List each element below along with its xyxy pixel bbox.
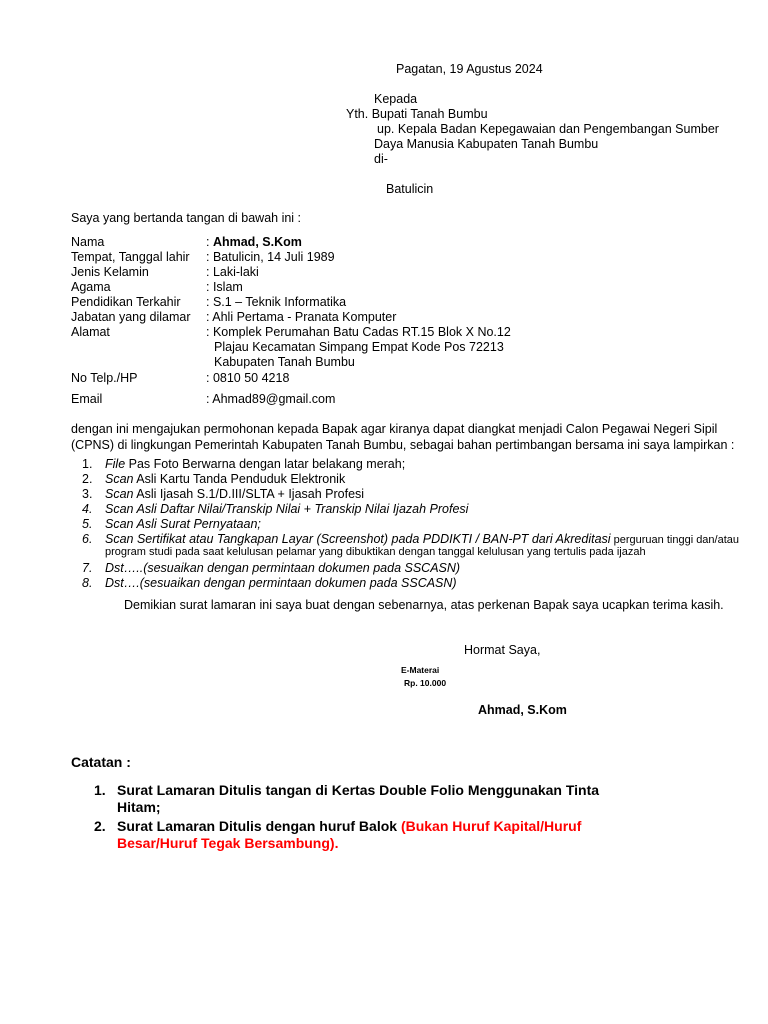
identity-label-education: Pendidikan Terkahir xyxy=(71,295,181,309)
identity-label-address: Alamat xyxy=(71,325,110,339)
identity-label-religion: Agama xyxy=(71,280,111,294)
recipient-up-line2: Daya Manusia Kabupaten Tanah Bumbu xyxy=(374,137,599,151)
list-item: Scan Asli Ijasah S.1/D.III/SLTA + Ijasah Profesi xyxy=(105,487,365,501)
signature-name: Ahmad, S.Kom xyxy=(478,703,567,717)
note-number: 2. xyxy=(94,818,106,834)
note-item-2-line1: Surat Lamaran Ditulis dengan huruf Balok (Bukan Huruf Kapital/Huruf xyxy=(117,818,582,834)
list-item-number: 2. xyxy=(82,472,93,486)
identity-value-religion: : Islam xyxy=(206,280,243,294)
identity-label-phone: No Telp./HP xyxy=(71,371,138,385)
list-item: Scan Sertifikat atau Tangkapan Layar (Screenshot) pada PDDIKTI / BAN-PT dari Akreditasi perguruan tinggi dan/atau xyxy=(105,532,740,546)
identity-value-nama: : Ahmad, S.Kom xyxy=(206,235,302,249)
list-item: Dst….(sesuaikan dengan permintaan dokumen pada SSCASN) xyxy=(105,576,457,590)
identity-value-email: : Ahmad89@gmail.com xyxy=(206,392,336,406)
identity-label-nama: Nama xyxy=(71,235,105,249)
e-materai-amount: Rp. 10.000 xyxy=(404,678,447,688)
identity-value-ttl: : Batulicin, 14 Juli 1989 xyxy=(206,250,335,264)
note-item-1-line2: Hitam; xyxy=(117,799,161,815)
identity-label-position: Jabatan yang dilamar xyxy=(71,310,191,324)
list-item-continuation: program studi pada saat kelulusan pelamar yang dibuktikan dengan tanggal kelulusan yang tertulis pada ijazah xyxy=(105,546,646,558)
note-item-2-line2: Besar/Huruf Tegak Bersambung). xyxy=(117,835,339,851)
applicant-name: Ahmad, S.Kom xyxy=(212,235,302,249)
list-item-number: 5. xyxy=(82,517,93,531)
list-item: Scan Asli Surat Pernyataan; xyxy=(105,517,261,531)
note-item-1-line1: Surat Lamaran Ditulis tangan di Kertas Double Folio Menggunakan Tinta xyxy=(117,782,600,798)
identity-value-address-line1: : Komplek Perumahan Batu Cadas RT.15 Blok X No.12 xyxy=(206,325,511,339)
identity-value-address-line3: Kabupaten Tanah Bumbu xyxy=(214,355,355,369)
recipient-kepada: Kepada xyxy=(374,92,418,106)
identity-value-position: : Ahli Pertama - Pranata Komputer xyxy=(206,310,397,324)
body-paragraph-line2: (CPNS) di lingkungan Pemerintah Kabupaten Tanah Bumbu, sebagai bahan pertimbangan bersama ini saya lampirkan : xyxy=(71,438,735,452)
list-item: Dst…..(sesuaikan dengan permintaan dokumen pada SSCASN) xyxy=(105,561,461,575)
list-item: Scan Asli Daftar Nilai/Transkip Nilai + Transkip Nilai Ijazah Profesi xyxy=(105,502,469,516)
recipient-up-line1: up. Kepala Badan Kepegawaian dan Pengembangan Sumber xyxy=(377,122,719,136)
signature-hormat: Hormat Saya, xyxy=(464,643,541,657)
list-item-number: 7. xyxy=(82,561,93,575)
identity-value-gender: : Laki-laki xyxy=(206,265,259,279)
note-item-2-red-text: (Bukan Huruf Kapital/Huruf xyxy=(400,818,582,834)
list-item-number: 1. xyxy=(82,457,93,471)
closing-paragraph: Demikian surat lamaran ini saya buat dengan sebenarnya, atas perkenan Bapak saya ucapkan terima kasih. xyxy=(124,598,724,612)
list-item-number: 8. xyxy=(82,576,93,590)
note-number: 1. xyxy=(94,782,106,798)
list-item: File Pas Foto Berwarna dengan latar belakang merah; xyxy=(105,457,406,471)
intro-text: Saya yang bertanda tangan di bawah ini : xyxy=(71,211,302,225)
recipient-di: di- xyxy=(374,152,388,166)
identity-value-phone: : 0810 50 4218 xyxy=(206,371,290,385)
list-item-number: 3. xyxy=(82,487,93,501)
place-date: Pagatan, 19 Agustus 2024 xyxy=(396,62,543,76)
identity-value-education: : S.1 – Teknik Informatika xyxy=(206,295,347,309)
identity-label-gender: Jenis Kelamin xyxy=(71,265,149,279)
list-item-number: 4. xyxy=(82,502,93,516)
body-paragraph-line1: dengan ini mengajukan permohonan kepada Bapak agar kiranya dapat diangkat menjadi Calon Pegawai Negeri Sipil xyxy=(71,422,718,436)
recipient-city: Batulicin xyxy=(386,182,434,196)
identity-label-email: Email xyxy=(71,392,103,406)
identity-value-address-line2: Plajau Kecamatan Simpang Empat Kode Pos 72213 xyxy=(214,340,504,354)
list-item-number: 6. xyxy=(82,532,93,546)
identity-label-ttl: Tempat, Tanggal lahir xyxy=(71,250,190,264)
recipient-yth: Yth. Bupati Tanah Bumbu xyxy=(346,107,488,121)
list-item: Scan Asli Kartu Tanda Penduduk Elektronik xyxy=(105,472,346,486)
notes-title: Catatan : xyxy=(71,754,131,770)
e-materai-label: E-Materai xyxy=(401,665,440,675)
